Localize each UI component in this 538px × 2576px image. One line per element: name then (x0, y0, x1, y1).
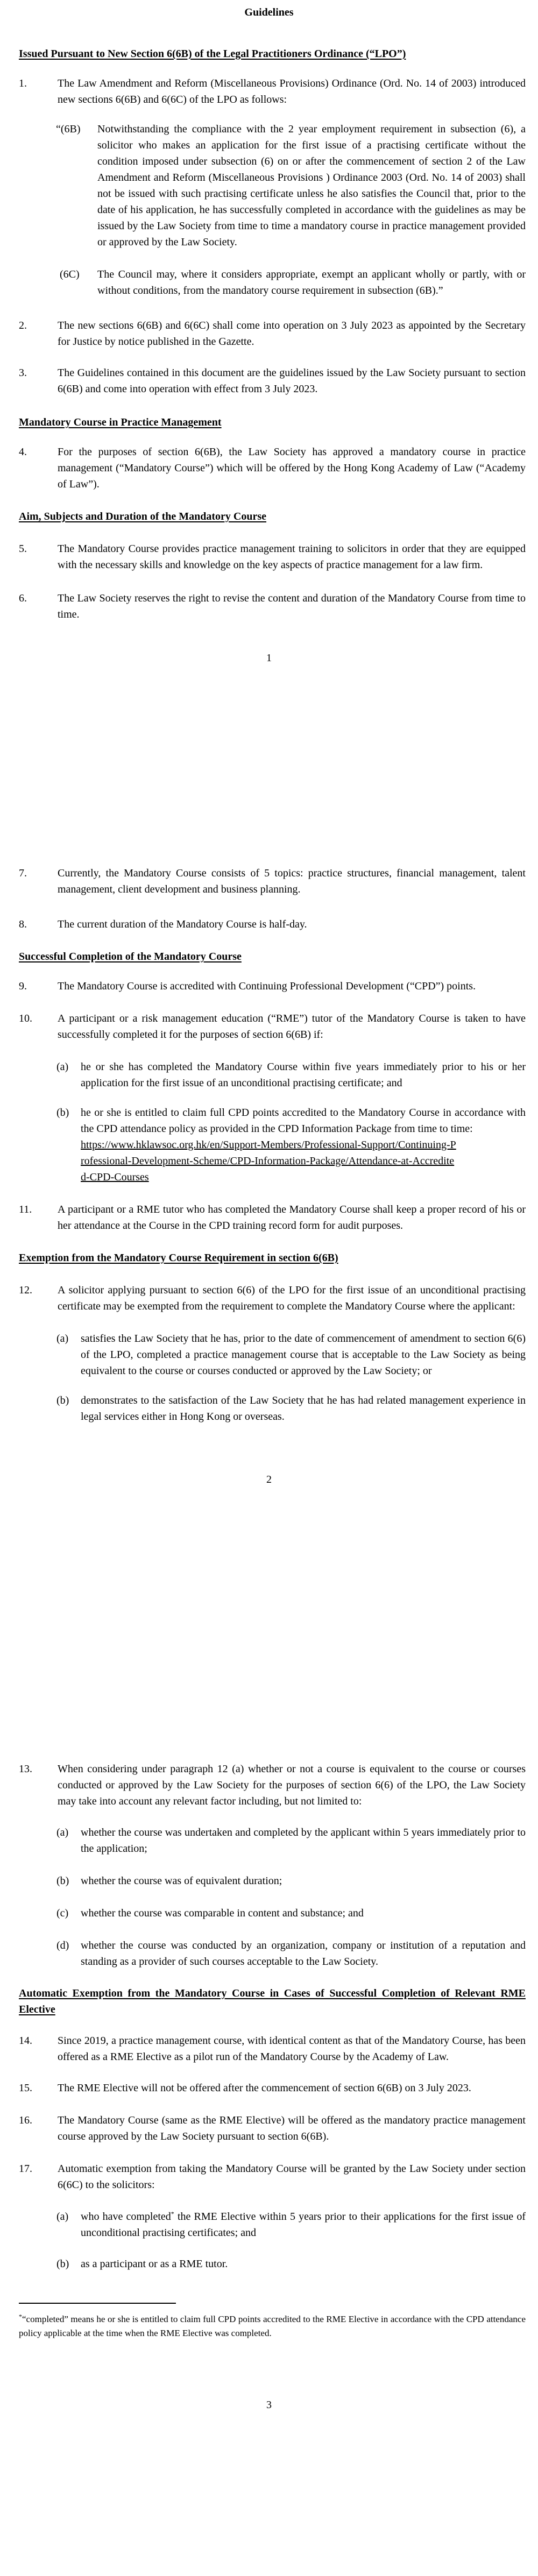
paragraph-number: 13. (19, 1763, 32, 1775)
paragraph-number: 16. (19, 2114, 32, 2126)
page-number-3: 3 (266, 2399, 272, 2411)
paragraph-text: For the purposes of section 6(6B), the Law Society has approved a mandatory course in practice management (“Mandatory Course”) which will be offered by the Hong Kong Academy of Law (“Academy of Law”). (58, 446, 526, 490)
paragraph-number: 4. (19, 446, 27, 458)
item-label: (b) (56, 1875, 69, 1887)
footnote (19, 2312, 526, 2340)
quote-label: (6C) (60, 268, 80, 280)
heading-successful-completion: Successful Completion of the Mandatory Course (19, 951, 242, 963)
paragraph-6 (0, 590, 538, 622)
paragraph-number: 5. (19, 543, 27, 555)
paragraph-text: he or she is entitled to claim full CPD points accredited to the Mandatory Course in accordance with the CPD attendance policy as provided in the CPD Information Package from time to time: (81, 1107, 526, 1135)
paragraph-13a (0, 1824, 538, 1857)
paragraph-number: 9. (19, 980, 27, 992)
paragraph-text: The Mandatory Course (same as the RME Elective) will be offered as the mandatory practice management course approved by the Law Society pursuant to section 6(6B). (58, 2114, 526, 2142)
item-label: (b) (56, 1107, 69, 1119)
paragraph-17b (0, 2256, 538, 2272)
paragraph-text: A solicitor applying pursuant to section 6(6) of the LPO for the first issue of an unconditional practising certificate may be exempted from the requirement to complete the Mandatory Course where the applicant: (58, 1284, 526, 1312)
paragraph-10a (0, 1059, 538, 1091)
paragraph-number: 7. (19, 867, 27, 879)
item-label: (a) (56, 1061, 69, 1073)
paragraph-text: Automatic exemption from taking the Mandatory Course will be granted by the Law Society under section 6(6C) to the solicitors: (58, 2163, 526, 2191)
paragraph-number: 10. (19, 1013, 32, 1024)
paragraph-number: 2. (19, 320, 27, 331)
paragraph-text: The RME Elective will not be offered after the commencement of section 6(6B) on 3 July 2023. (58, 2082, 471, 2094)
paragraph-number: 11. (19, 1204, 32, 1215)
paragraph-10b (0, 1105, 538, 1185)
paragraph-text: the RME Elective within 5 years prior to their applications for the first issue of unconditional practising certificates; and (81, 2211, 526, 2239)
paragraph-number: 12. (19, 1284, 32, 1296)
item-label: (a) (56, 2211, 69, 2223)
quote-text: Notwithstanding the compliance with the 2 year employment requirement in subsection (6), a solicitor who makes an application for the first issue of a practising certificate without the condition imposed under subsection (6) on or after the commencement of section 2 of the Law Amendment and Reform (Miscellaneous Provisions ) Ordinance 2003 (Ord. No. 14 of 2003) shall not be issued with such practising certificate unless he also satisfies the Council that, prior to the date of his application, he has successfully completed in accordance with the guidelines as may be issued by the Law Society from time to time a mandatory course in practice management provided or approved by the Law Society. (97, 123, 526, 248)
paragraph-text: he or she has completed the Mandatory Course within five years immediately prior to his or her application for the first issue of an unconditional practising certificate; and (81, 1061, 526, 1089)
paragraph-2 (0, 317, 538, 350)
paragraph-number: 6. (19, 592, 27, 604)
paragraph-text: demonstrates to the satisfaction of the Law Society that he has had related management experience in legal services either in Hong Kong or overseas. (81, 1395, 526, 1423)
paragraph-8 (0, 916, 538, 932)
paragraph-text: A participant or a risk management education (“RME”) tutor of the Mandatory Course is taken to have successfully completed it for the purposes of section 6(6B) if: (58, 1013, 526, 1041)
paragraph-12a (0, 1331, 538, 1379)
paragraph-4 (0, 444, 538, 492)
paragraph-text: The Guidelines contained in this document are the guidelines issued by the Law Society pursuant to section 6(6B) and come into operation with effect from 3 July 2023. (58, 367, 526, 395)
paragraph-13c (0, 1905, 538, 1921)
paragraph-text: whether the course was comparable in content and substance; and (81, 1907, 364, 1919)
paragraph-text: as a participant or as a RME tutor. (81, 2258, 228, 2270)
paragraph-number: 14. (19, 2035, 32, 2047)
footnote-reference-marker: * (171, 2210, 174, 2218)
paragraph-text: A participant or a RME tutor who has completed the Mandatory Course shall keep a proper record of his or her attendance at the Course in the CPD training record form for audit purposes. (58, 1204, 526, 1232)
paragraph-16 (0, 2112, 538, 2145)
quoted-section-6c (0, 266, 538, 299)
heading-aim-subjects-duration: Aim, Subjects and Duration of the Mandatory Course (19, 511, 266, 522)
item-label: (b) (56, 1395, 69, 1406)
paragraph-1 (0, 75, 538, 108)
paragraph-13 (0, 1761, 538, 1809)
paragraph-12 (0, 1282, 538, 1314)
paragraph-text: whether the course was undertaken and completed by the applicant within 5 years immediately prior to the application; (81, 1827, 526, 1855)
paragraph-13d (0, 1937, 538, 1970)
heading-exemption: Exemption from the Mandatory Course Requirement in section 6(6B) (19, 1252, 338, 1264)
paragraph-10 (0, 1010, 538, 1043)
quote-label: “(6B) (56, 123, 81, 135)
heading-mandatory-course: Mandatory Course in Practice Management (19, 416, 222, 428)
heading-automatic-exemption: Automatic Exemption from the Mandatory Course in Cases of Successful Completion of Relevant RME Elective (19, 1987, 526, 2015)
paragraph-7 (0, 865, 538, 897)
paragraph-number: 15. (19, 2082, 32, 2094)
page-1 (0, 4, 538, 819)
footnote-text: “completed” means he or she is entitled to claim full CPD points accredited to the RME Elective in accordance with the CPD attendance policy applicable at the time when the RME Elective was completed. (19, 2314, 526, 2338)
paragraph-15 (0, 2080, 538, 2096)
page-2 (0, 865, 538, 1680)
quoted-section-6b (0, 121, 538, 250)
paragraph-text: satisfies the Law Society that he has, prior to the date of commencement of amendment to section 6(6) of the LPO, completed a practice management course that is acceptable to the Law Society as being equivalent to the course or courses conducted or approved by the Law Society; or (81, 1333, 526, 1377)
page-number-1: 1 (266, 652, 272, 664)
paragraph-text: When considering under paragraph 12 (a) whether or not a course is equivalent to the course or courses conducted or approved by the Law Society for the purposes of section 6(6) of the LPO, the Law Society may take into account any relevant factor including, but not limited to: (58, 1763, 526, 1807)
item-label: (b) (56, 2258, 69, 2270)
paragraph-number: 1. (19, 77, 27, 89)
item-label: (d) (56, 1940, 69, 1951)
page-3 (0, 1761, 538, 2576)
paragraph-text: Currently, the Mandatory Course consists of 5 topics: practice structures, financial management, talent management, client development and business planning. (58, 867, 526, 895)
paragraph-text: The new sections 6(6B) and 6(6C) shall come into operation on 3 July 2023 as appointed by the Secretary for Justice by notice published in the Gazette. (58, 320, 526, 348)
paragraph-17 (0, 2161, 538, 2193)
paragraph-number: 3. (19, 367, 27, 379)
paragraph-number: 8. (19, 918, 27, 930)
heading-issued-pursuant: Issued Pursuant to New Section 6(6B) of the Legal Practitioners Ordinance (“LPO”) (19, 48, 406, 60)
item-label: (a) (56, 1333, 69, 1344)
paragraph-number: 17. (19, 2163, 32, 2175)
item-label: (c) (56, 1907, 69, 1919)
item-label: (a) (56, 1827, 69, 1838)
paragraph-5 (0, 541, 538, 573)
paragraph-text: Since 2019, a practice management course, with identical content as that of the Mandatory Course, has been offered as a RME Elective as a pilot run of the Mandatory Course by the Academy of Law. (58, 2035, 526, 2063)
paragraph-text: The current duration of the Mandatory Course is half-day. (58, 918, 307, 930)
quote-text: The Council may, where it considers appropriate, exempt an applicant wholly or partly, with or without conditions, from the mandatory course requirement in subsection (6B).” (97, 268, 526, 296)
footnote-marker: * (19, 2312, 22, 2320)
paragraph-text: who have completed (81, 2211, 171, 2223)
page-number-2: 2 (266, 1474, 272, 1485)
paragraph-17a (0, 2209, 538, 2241)
paragraph-3 (0, 365, 538, 397)
cpd-courses-link[interactable]: https://www.hklawsoc.org.hk/en/Support-Members/Professional-Support/Continuing-Professional-Development-Scheme/CPD-Information-Package/Attendance-at-Accredited-CPD-Courses (81, 1139, 456, 1183)
guidelines-document (0, 4, 538, 2450)
paragraph-text: The Law Society reserves the right to revise the content and duration of the Mandatory Course from time to time. (58, 592, 526, 620)
paragraph-9 (0, 978, 538, 994)
paragraph-14 (0, 2033, 538, 2065)
paragraph-13b (0, 1873, 538, 1889)
footnote-separator (19, 2303, 176, 2304)
paragraph-text: The Mandatory Course provides practice management training to solicitors in order that they are equipped with the necessary skills and knowledge on the key aspects of practice management for a law firm. (58, 543, 526, 571)
paragraph-12b (0, 1392, 538, 1425)
paragraph-text: The Mandatory Course is accredited with Continuing Professional Development (“CPD”) points. (58, 980, 476, 992)
paragraph-text: The Law Amendment and Reform (Miscellaneous Provisions) Ordinance (Ord. No. 14 of 2003) introduced new sections 6(6B) and 6(6C) of the LPO as follows: (58, 77, 526, 105)
paragraph-text: whether the course was conducted by an organization, company or institution of a reputation and standing as a provider of such courses acceptable to the Law Society. (81, 1940, 526, 1968)
paragraph-11 (0, 1201, 538, 1234)
document-title: Guidelines (244, 6, 294, 18)
paragraph-text: whether the course was of equivalent duration; (81, 1875, 282, 1887)
